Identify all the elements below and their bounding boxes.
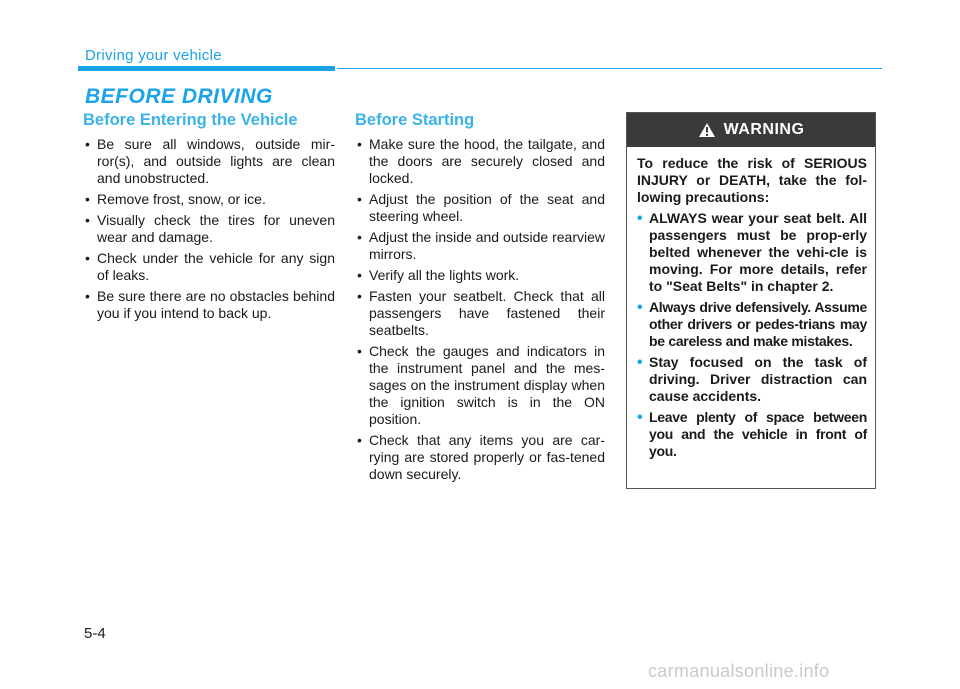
list-item: • Visually check the tires for uneven wear and damage. (83, 212, 335, 246)
list-item: • Check the gauges and indicators in the instrument panel and the mes-sages on the instrument display when the ignition switch is in the ON position. (355, 343, 605, 428)
page-title: BEFORE DRIVING (85, 85, 273, 108)
section-rule-thin (337, 68, 882, 69)
middle-column-list (355, 136, 605, 483)
warning-body (627, 147, 875, 460)
list-item: • Make sure the hood, the tailgate, and the doors are securely closed and locked. (355, 136, 605, 187)
left-column-list (83, 136, 335, 322)
section-label: Driving your vehicle (85, 47, 222, 64)
watermark: carmanualsonline.info (648, 661, 830, 681)
list-item: • Check under the vehicle for any sign of leaks. (83, 250, 335, 284)
warning-list (637, 210, 867, 460)
section-rule-thick (78, 66, 335, 71)
list-item: • Remove frost, snow, or ice. (83, 191, 335, 208)
warning-item: • Leave plenty of space between you and the vehicle in front of you. (637, 409, 867, 460)
list-item: • Verify all the lights work. (355, 267, 605, 284)
middle-column-heading: Before Starting (355, 111, 475, 129)
warning-box (626, 112, 876, 489)
page-number: 5-4 (84, 625, 106, 642)
warning-triangle-icon (698, 122, 716, 138)
left-column-heading: Before Entering the Vehicle (83, 111, 298, 129)
warning-item: • Always drive defensively. Assume other drivers or pedes-trians may be careless and make mistakes. (637, 299, 867, 350)
middle-column (355, 111, 605, 487)
warning-item: • ALWAYS wear your seat belt. All passengers must be prop-erly belted whenever the vehi-cle is moving. For more details, refer to "Seat Belts" in chapter 2. (637, 210, 867, 295)
left-column (83, 111, 335, 326)
list-item: • Be sure there are no obstacles behind you if you intend to back up. (83, 288, 335, 322)
warning-item: • Stay focused on the task of driving. Driver distraction can cause accidents. (637, 354, 867, 405)
list-item: • Check that any items you are car-rying are stored properly or fas-tened down securely. (355, 432, 605, 483)
list-item: • Be sure all windows, outside mir-ror(s), and outside lights are clean and unobstructed. (83, 136, 335, 187)
list-item: • Adjust the inside and outside rearview mirrors. (355, 229, 605, 263)
list-item: • Fasten your seatbelt. Check that all passengers have fastened their seatbelts. (355, 288, 605, 339)
warning-label: WARNING (723, 121, 805, 138)
warning-intro: To reduce the risk of SERIOUS INJURY or DEATH, take the fol-lowing precautions: (637, 155, 867, 205)
warning-header (627, 113, 875, 147)
list-item: • Adjust the position of the seat and steering wheel. (355, 191, 605, 225)
